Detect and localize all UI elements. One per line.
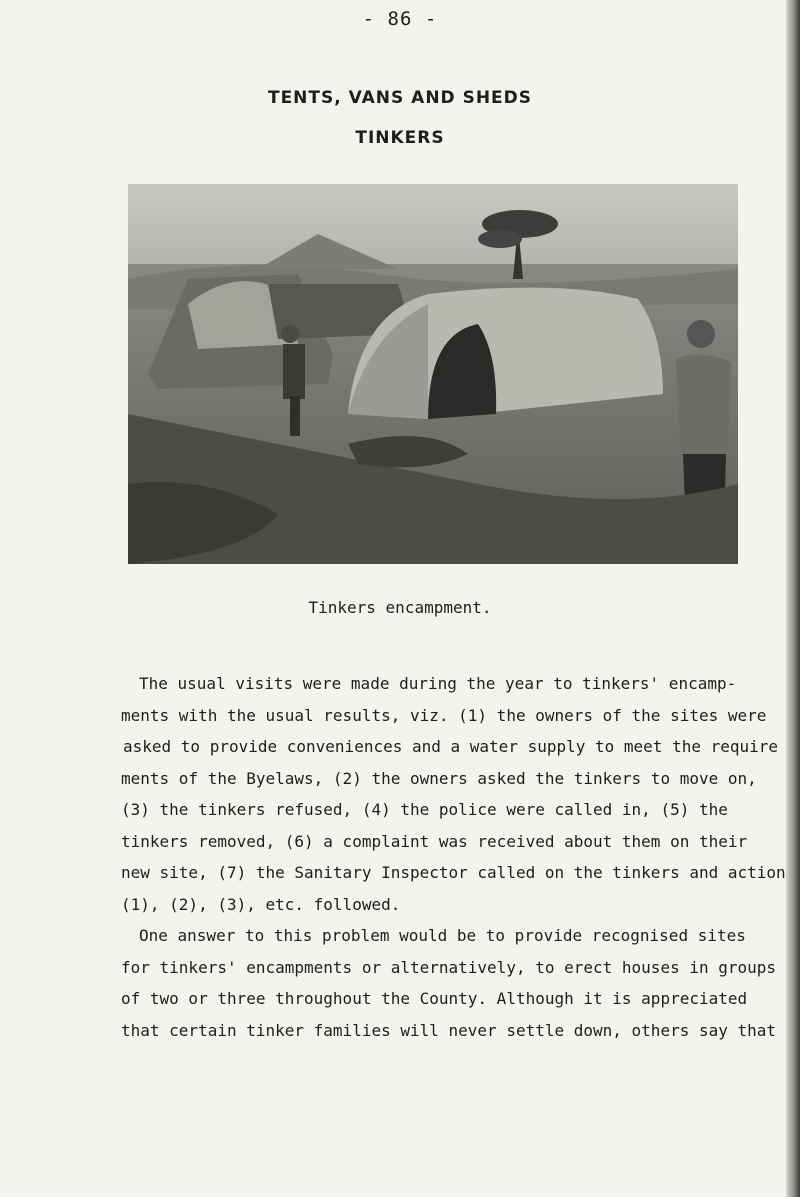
paragraph-line: The usual visits were made during the year to tinkers' encamp-	[139, 674, 737, 693]
photo-icon	[128, 184, 738, 564]
paragraph-1	[121, 668, 786, 920]
paragraph-line: (1), (2), (3), etc. followed.	[121, 894, 401, 914]
paragraph-line: asked to provide conveniences and a water supply to meet the require	[123, 737, 779, 756]
paragraph-line: ments with the usual results, viz. (1) the owners of the sites were	[121, 705, 767, 725]
section-subheading: TINKERS	[355, 128, 445, 148]
page-number: - 86 -	[362, 8, 438, 30]
paragraph-line: that certain tinker families will never settle down, others say that	[121, 1020, 777, 1040]
encampment-photo	[128, 184, 738, 564]
paragraph-line: tinkers removed, (6) a complaint was received about them on their	[121, 831, 748, 851]
paragraph-2	[121, 920, 779, 1046]
paragraph-line: of two or three throughout the County. Although it is appreciated	[121, 989, 748, 1008]
photo-caption: Tinkers encampment.	[308, 598, 492, 617]
paragraph-line: (3) the tinkers refused, (4) the police were called in, (5) the	[121, 800, 728, 819]
page-heading: TENTS, VANS AND SHEDS	[267, 88, 533, 108]
paragraph-line: One answer to this problem would be to provide recognised sites	[139, 926, 746, 945]
paragraph-line: for tinkers' encampments or alternatively, to erect houses in groups	[121, 957, 777, 977]
paragraph-line: ments of the Byelaws, (2) the owners asked the tinkers to move on,	[121, 768, 757, 788]
paragraph-line: new site, (7) the Sanitary Inspector called on the tinkers and action	[121, 863, 786, 882]
